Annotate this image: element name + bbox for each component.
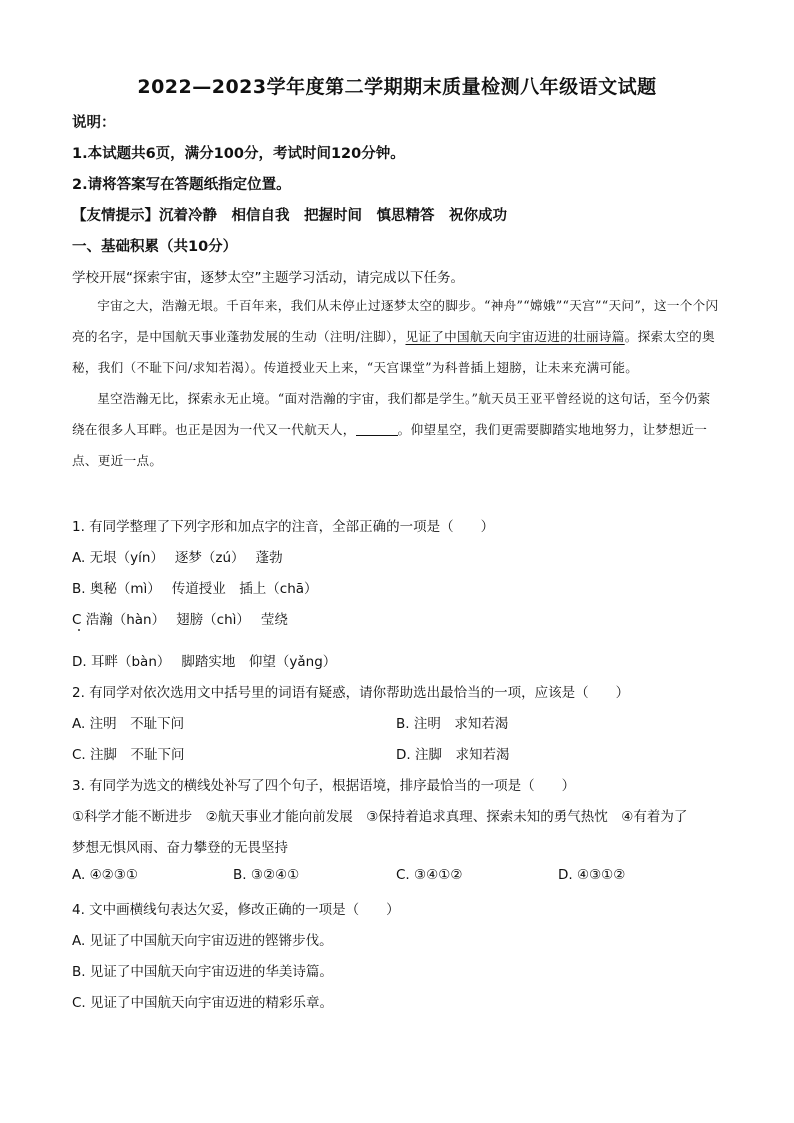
q4-option-c: C. 见证了中国航天向宇宙迈进的精彩乐章。 bbox=[72, 995, 334, 1011]
q2-option-a: A. 注明 不耻下问 bbox=[72, 716, 185, 732]
q3-option-b: B. ③②④① bbox=[233, 867, 300, 883]
passage-text: 宇宙之大，浩瀚无垠。千百年来，我们从未停止过逐梦太空的脚步。“神舟”“嫦娥”“天宫”“天问”，这一个个闪亮的名字，是中国航天事业蓬勃发展的生动（注明/注脚）， bbox=[72, 298, 719, 344]
q4-option-a: A. 见证了中国航天向宇宙迈进的铿锵步伐。 bbox=[72, 933, 333, 949]
q3-sentences-line-1: ①科学才能不断进步 ②航天事业才能向前发展 ③保持着追求真理、探索未知的勇气热忱 ④有着为了 bbox=[72, 809, 688, 825]
section-intro: 学校开展“探索宇宙，逐梦太空”主题学习活动，请完成以下任务。 bbox=[72, 270, 464, 286]
friendly-tip: 【友情提示】沉着冷静 相信自我 把握时间 慎思精答 祝你成功 bbox=[72, 208, 507, 224]
passage-paragraph-1 bbox=[72, 290, 722, 383]
q3-option-c: C. ③④①② bbox=[396, 867, 463, 883]
q2-option-d: D. 注脚 求知若渴 bbox=[396, 747, 510, 763]
passage-text: 。仰望星空，我们更需要脚踏实地地努力，让梦想近一点、更近一点。 bbox=[72, 422, 708, 468]
q2-option-b: B. 注明 求知若渴 bbox=[396, 716, 509, 732]
question-3-stem: 3. 有同学为选文的横线处补写了四个句子，根据语境，排序最恰当的一项是（ ） bbox=[72, 778, 576, 794]
q3-sentences-line-2: 梦想无惧风雨、奋力攀登的无畏坚持 bbox=[72, 840, 288, 856]
q1-option-c: C 浩瀚（hàn） 翅膀（chì） 莹绕 bbox=[72, 612, 288, 628]
question-4-stem: 4. 文中画横线句表达欠妥，修改正确的一项是（ ） bbox=[72, 902, 400, 918]
q1-option-d: D. 耳畔（bàn） 脚踏实地 仰望（yǎng） bbox=[72, 654, 337, 670]
passage-paragraph-2 bbox=[72, 383, 722, 476]
passage-text: 。探索太空的奥秘，我们（不耻下问/求知若渴）。传道授业天上来，“天宫课堂”为科普插上翅膀，让未来充满可能。 bbox=[72, 329, 715, 375]
q3-option-a: A. ④②③① bbox=[72, 867, 138, 883]
question-2-stem: 2. 有同学对依次选用文中括号里的词语有疑惑，请你帮助选出最恰当的一项，应该是（ ） bbox=[72, 685, 630, 701]
question-1-stem: 1. 有同学整理了下列字形和加点字的注音，全部正确的一项是（ ） bbox=[72, 519, 495, 535]
page-title: 2022—2023学年度第二学期期末质量检测八年级语文试题 bbox=[137, 76, 657, 98]
underlined-sentence: 见证了中国航天向宇宙迈进的壮丽诗篇 bbox=[405, 329, 625, 344]
q1-option-b: B. 奥秘（mì） 传道授业 插上（chā） bbox=[72, 581, 318, 597]
notes-heading: 说明： bbox=[72, 115, 116, 131]
emphasis-dot bbox=[78, 629, 80, 631]
fill-in-blank bbox=[356, 421, 398, 436]
note-item-2: 2.请将答案写在答题纸指定位置。 bbox=[72, 177, 291, 193]
q2-option-c: C. 注脚 不耻下问 bbox=[72, 747, 185, 763]
q1-option-a: A. 无垠（yín） 逐梦（zú） 蓬勃 bbox=[72, 550, 283, 566]
q4-option-b: B. 见证了中国航天向宇宙迈进的华美诗篇。 bbox=[72, 964, 333, 980]
section-heading: 一、基础积累（共10分） bbox=[72, 239, 238, 255]
note-item-1: 1.本试题共6页，满分100分，考试时间120分钟。 bbox=[72, 146, 405, 162]
q3-option-d: D. ④③①② bbox=[558, 867, 626, 883]
reading-passage bbox=[72, 290, 722, 476]
passage-text: 星空浩瀚无比，探索永无止境。“面对浩瀚的宇宙，我们都是学生。”航天员王亚平曾经说的这句话，至今仍萦绕在很多人耳畔。也正是因为一代又一代航天人， bbox=[72, 391, 711, 437]
